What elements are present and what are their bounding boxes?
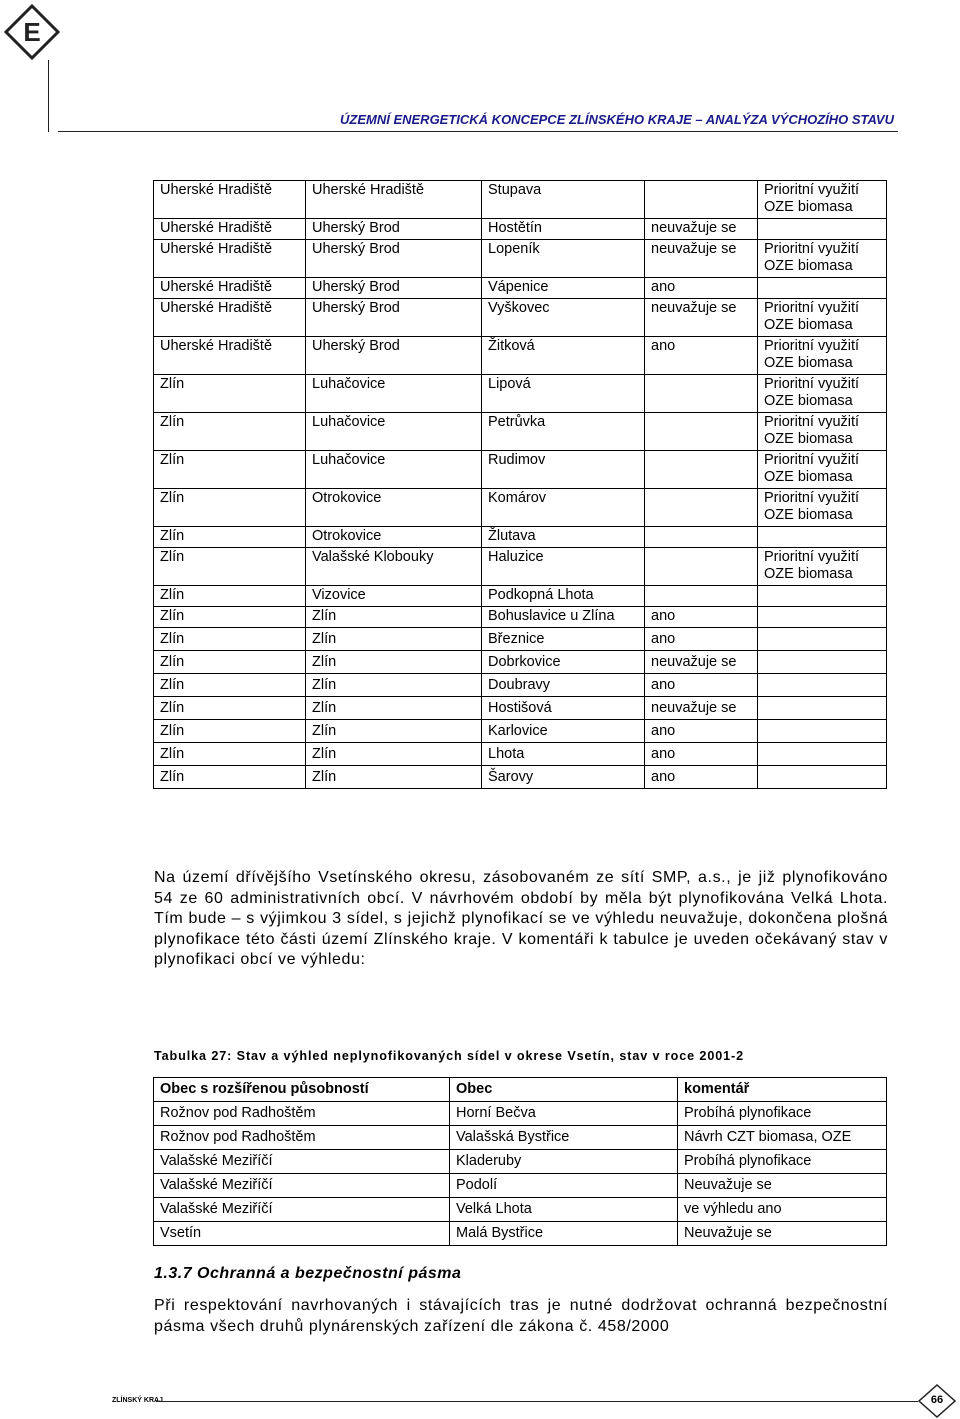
status-cell: ano <box>645 278 758 299</box>
status-cell: ano <box>645 720 758 743</box>
table-row <box>154 720 887 743</box>
municipality-cell: Luhačovice <box>306 375 482 413</box>
comment-cell: ve výhledu ano <box>678 1198 887 1222</box>
status-cell: neuvažuje se <box>645 697 758 720</box>
table-row <box>154 651 887 674</box>
vsetin-gasification-paragraph: Na území dřívějšího Vsetínského okresu, zásobovaném ze sítí SMP, a.s., je již plynofikováno 54 ze 60 administrativních obcí. V návrhovém období by měla být plynofikována Velká Lhota. Tím bude – s výjimkou 3 sídel, s jejichž plynofikací se ve výhledu neuvažuje, dokončena plošná plynofikace této části území Zlínského kraje. V komentáři k tabulce je uveden očekávaný stav v plynofikaci obcí ve výhledu: <box>154 869 888 969</box>
municipality-cell: Zlín <box>306 674 482 697</box>
settlement-cell: Rudimov <box>482 451 645 489</box>
district-cell: Zlín <box>154 489 306 527</box>
settlement-cell: Vyškovec <box>482 299 645 337</box>
village-cell: Horní Bečva <box>450 1102 678 1126</box>
municipality-cell: Uherský Brod <box>306 278 482 299</box>
comment-cell <box>758 628 887 651</box>
status-cell: neuvažuje se <box>645 651 758 674</box>
municipality-cell: Zlín <box>306 628 482 651</box>
document-header-title: ÚZEMNÍ ENERGETICKÁ KONCEPCE ZLÍNSKÉHO KRAJE – ANALÝZA VÝCHOZÍHO STAVU <box>340 112 894 127</box>
district-cell: Zlín <box>154 451 306 489</box>
comment-cell: Prioritní využití OZE biomasa <box>758 489 887 527</box>
table-row <box>154 628 887 651</box>
municipality-cell: Zlín <box>306 720 482 743</box>
district-cell: Zlín <box>154 720 306 743</box>
status-cell <box>645 586 758 607</box>
table-row <box>154 697 887 720</box>
district-cell: Zlín <box>154 527 306 548</box>
company-logo <box>4 4 60 60</box>
settlements-table <box>153 180 887 789</box>
table-row <box>154 766 887 789</box>
district-cell: Uherské Hradiště <box>154 219 306 240</box>
page-number: 66 <box>930 1394 944 1406</box>
settlement-cell: Podkopná Lhota <box>482 586 645 607</box>
comment-cell: Neuvažuje se <box>678 1174 887 1198</box>
municipality-cell: Uherský Brod <box>306 299 482 337</box>
district-cell: Zlín <box>154 375 306 413</box>
comment-cell: Prioritní využití OZE biomasa <box>758 240 887 278</box>
comment-cell: Prioritní využití OZE biomasa <box>758 299 887 337</box>
settlement-cell: Lopeník <box>482 240 645 278</box>
district-cell: Zlín <box>154 413 306 451</box>
status-cell: ano <box>645 674 758 697</box>
status-cell <box>645 375 758 413</box>
comment-cell: Probíhá plynofikace <box>678 1150 887 1174</box>
district-cell: Zlín <box>154 766 306 789</box>
village-cell: Malá Bystřice <box>450 1222 678 1246</box>
district-cell: Uherské Hradiště <box>154 299 306 337</box>
district-cell: Zlín <box>154 548 306 586</box>
comment-cell <box>758 527 887 548</box>
column-header: Obec s rozšířenou působností <box>154 1078 450 1102</box>
municipality-cell: Otrokovice <box>306 489 482 527</box>
table-row <box>154 548 887 586</box>
comment-cell <box>758 720 887 743</box>
footer-region-label: ZLÍNSKÝ KRAJ <box>112 1397 163 1404</box>
village-cell: Velká Lhota <box>450 1198 678 1222</box>
comment-cell <box>758 586 887 607</box>
comment-cell: Návrh CZT biomasa, OZE <box>678 1126 887 1150</box>
status-cell: ano <box>645 766 758 789</box>
municipality-cell: Uherské Hradiště <box>306 181 482 219</box>
table-row <box>154 240 887 278</box>
status-cell: ano <box>645 628 758 651</box>
table-row <box>154 451 887 489</box>
comment-cell <box>758 219 887 240</box>
orp-cell: Rožnov pod Radhoštěm <box>154 1126 450 1150</box>
settlement-cell: Haluzice <box>482 548 645 586</box>
status-cell: neuvažuje se <box>645 240 758 278</box>
orp-cell: Valašské Meziříčí <box>154 1198 450 1222</box>
orp-cell: Valašské Meziříčí <box>154 1150 450 1174</box>
table-row <box>154 607 887 628</box>
table-row <box>154 1102 887 1126</box>
district-cell: Zlín <box>154 651 306 674</box>
table-row <box>154 1126 887 1150</box>
table-row <box>154 375 887 413</box>
municipality-cell: Valašské Klobouky <box>306 548 482 586</box>
status-cell <box>645 413 758 451</box>
settlement-cell: Komárov <box>482 489 645 527</box>
table-row <box>154 337 887 375</box>
orp-cell: Vsetín <box>154 1222 450 1246</box>
table-row <box>154 489 887 527</box>
status-cell: ano <box>645 607 758 628</box>
village-cell: Valašská Bystřice <box>450 1126 678 1150</box>
district-cell: Zlín <box>154 586 306 607</box>
municipality-cell: Zlín <box>306 607 482 628</box>
comment-cell <box>758 607 887 628</box>
table-row <box>154 181 887 219</box>
comment-cell: Prioritní využití OZE biomasa <box>758 181 887 219</box>
district-cell: Zlín <box>154 607 306 628</box>
table-row <box>154 1198 887 1222</box>
status-cell <box>645 451 758 489</box>
vsetin-table <box>153 1077 887 1246</box>
section-heading: 1.3.7 Ochranná a bezpečnostní pásma <box>154 1265 462 1282</box>
column-header: komentář <box>678 1078 887 1102</box>
column-header: Obec <box>450 1078 678 1102</box>
settlement-cell: Březnice <box>482 628 645 651</box>
municipality-cell: Vizovice <box>306 586 482 607</box>
table-row <box>154 413 887 451</box>
district-cell: Uherské Hradiště <box>154 240 306 278</box>
orp-cell: Valašské Meziříčí <box>154 1174 450 1198</box>
table-header-row <box>154 1078 887 1102</box>
settlements-table-body <box>154 181 887 789</box>
table-row <box>154 299 887 337</box>
table-row <box>154 743 887 766</box>
municipality-cell: Zlín <box>306 697 482 720</box>
municipality-cell: Uherský Brod <box>306 219 482 240</box>
municipality-cell: Otrokovice <box>306 527 482 548</box>
table-row <box>154 1222 887 1246</box>
settlement-cell: Dobrkovice <box>482 651 645 674</box>
settlement-cell: Karlovice <box>482 720 645 743</box>
village-cell: Kladeruby <box>450 1150 678 1174</box>
table-row <box>154 1150 887 1174</box>
municipality-cell: Zlín <box>306 743 482 766</box>
municipality-cell: Zlín <box>306 766 482 789</box>
vsetin-table-body <box>154 1102 887 1246</box>
table-row <box>154 1174 887 1198</box>
comment-cell <box>758 743 887 766</box>
municipality-cell: Uherský Brod <box>306 337 482 375</box>
status-cell <box>645 489 758 527</box>
status-cell: ano <box>645 743 758 766</box>
district-cell: Uherské Hradiště <box>154 181 306 219</box>
settlement-cell: Doubravy <box>482 674 645 697</box>
district-cell: Zlín <box>154 674 306 697</box>
comment-cell <box>758 278 887 299</box>
comment-cell: Prioritní využití OZE biomasa <box>758 375 887 413</box>
district-cell: Zlín <box>154 628 306 651</box>
header-rule <box>58 131 898 132</box>
municipality-cell: Luhačovice <box>306 451 482 489</box>
status-cell: neuvažuje se <box>645 219 758 240</box>
settlement-cell: Petrůvka <box>482 413 645 451</box>
comment-cell: Prioritní využití OZE biomasa <box>758 413 887 451</box>
table-row <box>154 527 887 548</box>
comment-cell <box>758 766 887 789</box>
status-cell <box>645 548 758 586</box>
table-27-caption: Tabulka 27: Stav a výhled neplynofikovaných sídel v okrese Vsetín, stav v roce 2001-2 <box>154 1049 745 1063</box>
settlement-cell: Hostětín <box>482 219 645 240</box>
comment-cell <box>758 697 887 720</box>
village-cell: Podolí <box>450 1174 678 1198</box>
comment-cell: Prioritní využití OZE biomasa <box>758 451 887 489</box>
table-row <box>154 278 887 299</box>
logo-letter: E <box>23 17 41 47</box>
comment-cell <box>758 674 887 697</box>
settlement-cell: Žitková <box>482 337 645 375</box>
comment-cell: Prioritní využití OZE biomasa <box>758 548 887 586</box>
settlement-cell: Stupava <box>482 181 645 219</box>
settlement-cell: Lhota <box>482 743 645 766</box>
status-cell: neuvažuje se <box>645 299 758 337</box>
settlement-cell: Žlutava <box>482 527 645 548</box>
comment-cell: Prioritní využití OZE biomasa <box>758 337 887 375</box>
table-row <box>154 219 887 240</box>
municipality-cell: Uherský Brod <box>306 240 482 278</box>
orp-cell: Rožnov pod Radhoštěm <box>154 1102 450 1126</box>
table-row <box>154 674 887 697</box>
table-row <box>154 586 887 607</box>
district-cell: Zlín <box>154 697 306 720</box>
municipality-cell: Luhačovice <box>306 413 482 451</box>
status-cell: ano <box>645 337 758 375</box>
footer-rule <box>156 1401 918 1402</box>
protection-zones-paragraph: Při respektování navrhovaných i stávajících tras je nutné dodržovat ochranná bezpečnostní pásma všech druhů plynárenských zařízení dle zákona č. 458/2000 <box>154 1297 888 1335</box>
settlement-cell: Lipová <box>482 375 645 413</box>
district-cell: Uherské Hradiště <box>154 337 306 375</box>
comment-cell: Neuvažuje se <box>678 1222 887 1246</box>
settlement-cell: Vápenice <box>482 278 645 299</box>
status-cell <box>645 527 758 548</box>
status-cell <box>645 181 758 219</box>
municipality-cell: Zlín <box>306 651 482 674</box>
comment-cell <box>758 651 887 674</box>
district-cell: Uherské Hradiště <box>154 278 306 299</box>
settlement-cell: Šarovy <box>482 766 645 789</box>
settlement-cell: Bohuslavice u Zlína <box>482 607 645 628</box>
comment-cell: Probíhá plynofikace <box>678 1102 887 1126</box>
district-cell: Zlín <box>154 743 306 766</box>
settlement-cell: Hostišová <box>482 697 645 720</box>
